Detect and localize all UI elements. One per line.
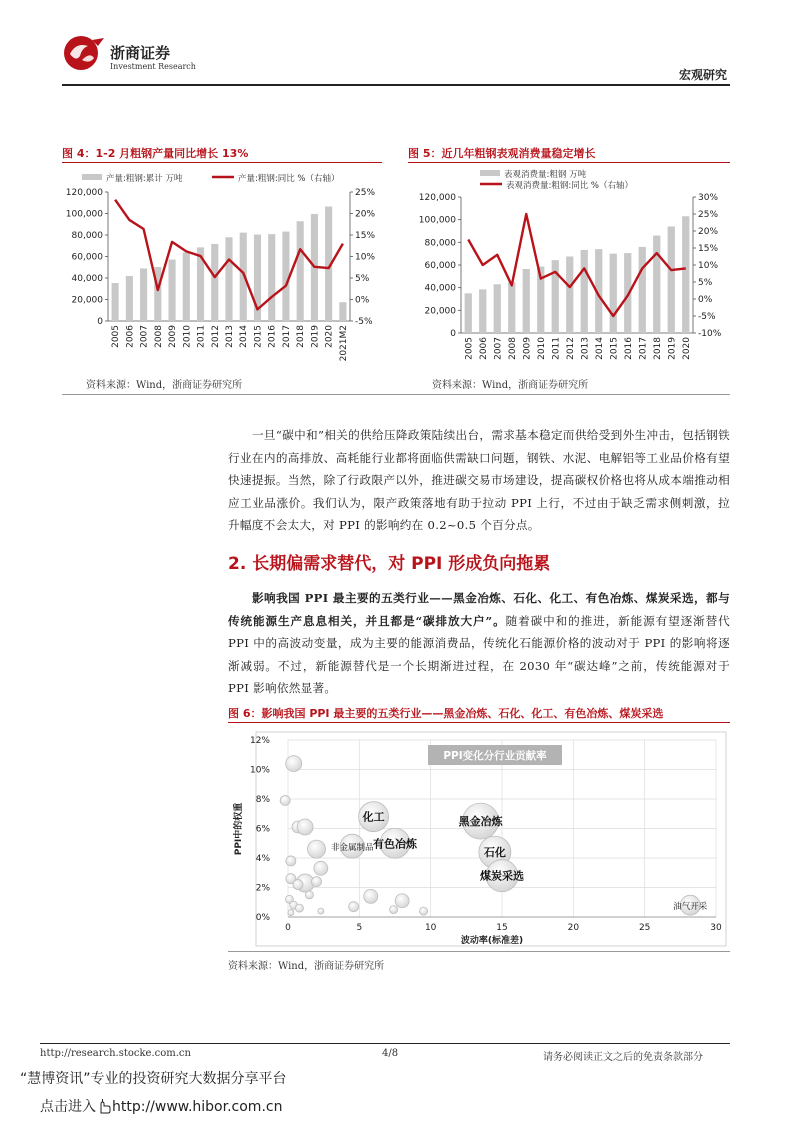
y-right-tick-label: -5% [698, 312, 716, 322]
hibor-link-prefix: 点击进入 [40, 1099, 96, 1115]
figure-bottom-rule [62, 394, 730, 395]
legend-bar-label: 表观消费量:粗钢 万吨 [504, 170, 587, 180]
bubble [288, 910, 294, 916]
x-tick-label: 2008 [507, 337, 518, 360]
y-left-tick-label: 100,000 [65, 209, 103, 220]
bar [225, 237, 232, 321]
y-right-tick-label: 5% [698, 278, 713, 288]
y-left-tick-label: 120,000 [65, 188, 103, 198]
bubble-label: 石化 [483, 846, 506, 860]
y-left-tick-label: 20,000 [424, 306, 456, 317]
x-tick-label: 2007 [493, 337, 504, 360]
y-left-tick-label: 0 [97, 317, 103, 327]
y-right-tick-label: 15% [698, 244, 719, 254]
y-right-tick-label: 0% [698, 295, 713, 305]
bubble-label: 黑金冶炼 [458, 815, 503, 829]
bubble-label: 油气开采 [673, 902, 708, 913]
logo [62, 34, 106, 72]
bubble [318, 908, 324, 914]
bar [523, 269, 530, 333]
fig5-title: 图 5：近几年粗钢表观消费量稳定增长 [408, 147, 596, 160]
bubble [286, 756, 302, 772]
fig6-title-rule [228, 722, 730, 723]
x-tick-label: 2015 [253, 325, 264, 348]
footer-url[interactable]: http://research.stocke.com.cn [40, 1048, 191, 1059]
bubble [286, 856, 296, 866]
bubble [349, 902, 359, 912]
x-tick-label: 2009 [522, 337, 533, 360]
y-left-tick-label: 80,000 [424, 238, 456, 249]
y-left-tick-label: 20,000 [71, 295, 103, 306]
x-tick-label: 2019 [310, 325, 321, 348]
x-tick-label: 2011 [551, 337, 562, 360]
fig4-chart [62, 164, 384, 369]
y-right-tick-label: 30% [698, 193, 719, 203]
y-right-tick-label: 20% [355, 209, 376, 220]
fig6-bottom-rule [228, 951, 730, 952]
fig4-source: 资料来源：Wind，浙商证券研究所 [86, 380, 243, 391]
bubble-label: 有色冶炼 [373, 837, 417, 851]
y-left-tick-label: 40,000 [424, 283, 456, 294]
x-axis-label: 波动率(标准差) [460, 936, 524, 946]
bar [668, 226, 675, 333]
x-tick-label: 2005 [111, 325, 122, 348]
y-tick-label: 8% [255, 795, 270, 805]
fig5-chart [408, 164, 730, 369]
bubble-label: 化工 [362, 810, 385, 824]
fig4-title: 图 4：1-2 月粗钢产量同比增长 13% [62, 147, 249, 160]
y-right-tick-label: -5% [355, 317, 373, 327]
y-right-tick-label: 20% [698, 227, 719, 237]
bubble [297, 819, 313, 835]
y-tick-label: 0% [255, 913, 270, 923]
x-tick-label: 2018 [296, 325, 307, 348]
chart-title: PPI变化分行业贡献率 [443, 750, 547, 762]
y-right-tick-label: 10% [355, 252, 376, 263]
bubble [293, 880, 303, 890]
paragraph-energy-substitution-bold: 影响我国 PPI 最主要的五类行业——黑金冶炼、石化、化工、有色冶炼、煤炭采选，都与传统能源生产息息相关，并且都是“碳排放大户”。 [228, 591, 730, 628]
bubble [295, 904, 303, 912]
y-right-tick-label: 25% [698, 210, 719, 220]
x-tick-label: 2013 [225, 325, 235, 348]
paragraph-carbon-policy [228, 424, 730, 537]
y-left-tick-label: 40,000 [71, 274, 103, 284]
x-tick-label: 2020 [681, 337, 692, 360]
x-tick-label: 15 [496, 923, 508, 933]
x-tick-label: 2011 [196, 325, 207, 348]
hibor-link-url: http://www.hibor.com.cn [112, 1099, 283, 1115]
bubble [308, 840, 326, 858]
bar [682, 216, 689, 333]
bar [508, 282, 515, 333]
y-right-tick-label: 25% [355, 188, 376, 198]
y-right-tick-label: 5% [355, 274, 370, 284]
logo-name-en: Investment Research [110, 62, 196, 71]
hibor-link[interactable] [40, 1096, 282, 1116]
fig6-chart [228, 728, 730, 950]
paragraph-energy-substitution [228, 587, 730, 700]
bubble-label: 非金属制品 [330, 843, 374, 854]
bar [479, 289, 486, 333]
x-tick-label: 2014 [239, 325, 250, 348]
y-right-tick-label: 10% [698, 261, 719, 271]
section-2-title: 2. 长期偏需求替代，对 PPI 形成负向拖累 [228, 554, 551, 574]
bar [465, 293, 472, 333]
x-tick-label: 2012 [565, 337, 576, 360]
y-left-tick-label: 60,000 [71, 252, 103, 263]
legend-bar-swatch [82, 174, 102, 180]
fig4-title-rule [62, 162, 382, 163]
fig6-source: 资料来源：Wind，浙商证券研究所 [228, 961, 385, 972]
x-tick-label: 2018 [652, 337, 663, 360]
y-right-tick-label: 15% [355, 231, 376, 241]
y-tick-label: 12% [249, 736, 270, 746]
bubble [390, 906, 398, 914]
footer-page-number: 4/8 [382, 1048, 399, 1059]
cursor-hand-icon [96, 1098, 112, 1114]
fig5-title-rule [408, 162, 730, 163]
logo-name-cn: 浙商证券 [110, 44, 171, 62]
bar [653, 236, 660, 333]
bubble [395, 894, 409, 908]
x-tick-label: 2021M2 [338, 325, 349, 362]
x-tick-label: 2008 [153, 325, 164, 348]
x-tick-label: 2009 [168, 325, 179, 348]
fig6-title: 图 6：影响我国 PPI 最主要的五类行业——黑金冶炼、石化、化工、有色冶炼、煤炭采选 [228, 707, 664, 720]
bar [126, 276, 133, 321]
legend-bar-label: 产量:粗钢:累计 万吨 [106, 174, 183, 184]
bar [183, 253, 190, 321]
bar [140, 268, 147, 321]
x-tick-label: 2015 [609, 337, 620, 360]
bar [639, 247, 646, 333]
x-tick-label: 2013 [580, 337, 591, 360]
x-tick-label: 10 [424, 923, 437, 933]
bar [494, 284, 501, 333]
x-tick-label: 2019 [667, 337, 678, 360]
x-tick-label: 2010 [536, 337, 547, 360]
bubble [312, 877, 322, 887]
x-tick-label: 2016 [267, 325, 278, 348]
x-tick-label: 2005 [464, 337, 475, 360]
y-tick-label: 6% [255, 824, 270, 835]
x-tick-label: 2012 [210, 325, 221, 348]
bar [566, 257, 573, 334]
fig5-source: 资料来源：Wind，浙商证券研究所 [432, 380, 589, 391]
report-type: 宏观研究 [679, 68, 728, 82]
x-tick-label: 5 [356, 923, 363, 933]
y-left-tick-label: 60,000 [424, 261, 456, 271]
bubble [280, 795, 290, 805]
bar [297, 221, 304, 321]
x-tick-label: 2006 [125, 325, 136, 348]
y-axis-label: PPI中的权重 [234, 802, 244, 856]
y-tick-label: 4% [255, 854, 270, 864]
paragraph-energy-substitution-text: 随着碳中和的推进，新能源有望逐渐替代 PPI 中的高波动变量，成为主要的能源消费品，传统化石能源价格的波动对于 PPI 的影响将逐渐减弱。不过，新能源替代是一个长期渐进过程，在 2030 年“碳达峰”之前，传统能源对于 PPI 影响依然显著。 [228, 613, 730, 695]
bubble [364, 889, 378, 903]
bubble-label: 煤炭采选 [480, 869, 524, 883]
y-right-tick-label: 0% [355, 295, 370, 306]
x-tick-label: 20 [567, 923, 580, 933]
bar [268, 234, 275, 321]
bar [581, 250, 588, 333]
x-tick-label: 2016 [623, 337, 634, 360]
x-tick-label: 2017 [638, 337, 649, 360]
x-tick-label: 2020 [324, 325, 335, 348]
x-tick-label: 2007 [139, 325, 150, 348]
bubble [314, 861, 328, 875]
paragraph-carbon-policy-text: 一旦“碳中和”相关的供给压降政策陆续出台，需求基本稳定而供给受到外生冲击，包括钢铁行业在内的高排放、高耗能行业都将面临供需缺口问题，钢铁、水泥、电解铝等工业品价格有望快速提振。当然，除了行政限产以外，推进碳交易市场建设，提高碳权价格也将从成本端推动相应工业品涨价。我们认为，限产政策落地有助于拉动 PPI 上行，不过由于缺乏需求侧刺激，拉升幅度不会太大，对 PPI 的影响约在 0.2~0.5 个百分点。 [228, 428, 730, 532]
bar [169, 260, 176, 321]
bar [112, 283, 119, 321]
bubble [420, 907, 428, 915]
footer-disclaimer: 请务必阅读正文之后的免责条款部分 [543, 1052, 703, 1063]
y-tick-label: 10% [249, 765, 270, 776]
x-tick-label: 25 [638, 923, 651, 933]
y-left-tick-label: 120,000 [418, 193, 456, 203]
logo-mark-icon [62, 34, 106, 72]
legend-line-label: 产量:粗钢:同比 %（右轴） [238, 174, 340, 184]
x-tick-label: 2010 [182, 325, 193, 348]
legend-bar-swatch [480, 170, 500, 176]
legend-line-label: 表观消费量:粗钢:同比 %（右轴） [506, 181, 634, 191]
bar [211, 244, 218, 321]
header-rule [62, 84, 730, 86]
x-tick-label: 2006 [478, 337, 489, 360]
x-tick-label: 2014 [594, 337, 605, 360]
x-tick-label: 2017 [281, 325, 292, 348]
footer-rule [40, 1043, 730, 1044]
y-left-tick-label: 100,000 [418, 215, 456, 226]
bar [610, 254, 617, 333]
promo-banner: “慧博资讯”专业的投资研究大数据分享平台 [20, 1071, 287, 1087]
bar [339, 302, 346, 321]
y-left-tick-label: 0 [450, 329, 456, 339]
y-tick-label: 2% [255, 883, 270, 894]
y-left-tick-label: 80,000 [71, 231, 103, 241]
x-tick-label: 30 [710, 923, 722, 933]
x-tick-label: 0 [285, 923, 291, 933]
y-right-tick-label: -10% [698, 329, 722, 339]
bubble [305, 891, 313, 899]
